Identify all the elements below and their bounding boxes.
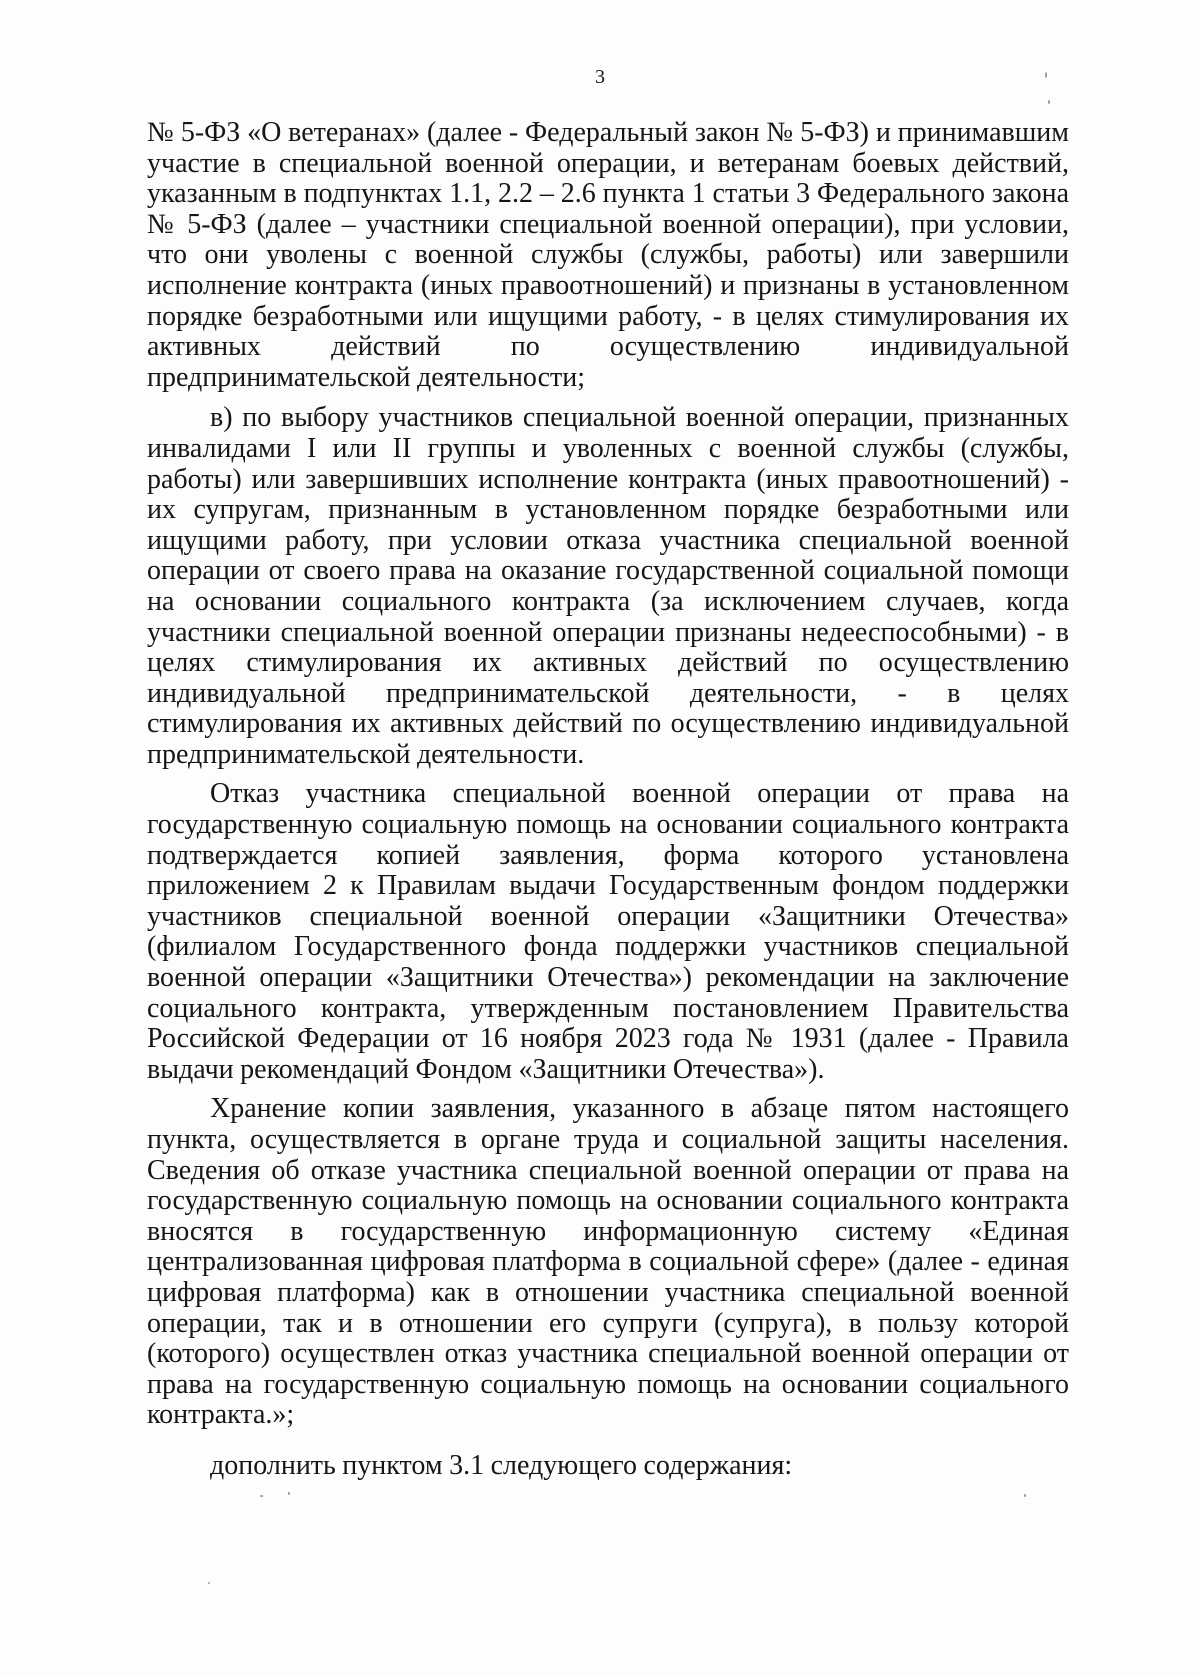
paragraph-amendment: дополнить пунктом 3.1 следующего содержания:: [210, 1449, 793, 1481]
paragraph-refusal: Отказ участника специальной военной операции от права на государственную социальную помощь на основании социального контракта подтверждается копией заявления, форма которого установлена приложением 2 к Правилам выдачи Государственным фондом поддержки участников специальной военной операции «Защитники Отечества» (филиалом Государственного фонда поддержки участников специальной военной операции «Защитники Отечества») рекомендации на заключение социального контракта, утвержденным постановлением Правительства Российской Федерации от 16 ноября 2023 года № 1931 (далее - Правила выдачи рекомендаций Фондом «Защитники Отечества»).: [147, 778, 1069, 1085]
scan-speck: [260, 1495, 263, 1497]
scan-speck: [1024, 1494, 1026, 1497]
document-body: [147, 118, 1069, 1491]
paragraph-continuation: № 5-ФЗ «О ветеранах» (далее - Федеральный закон № 5-ФЗ) и принимавшим участие в специальной военной операции, и ветеранам боевых действий, указанным в подпунктах 1.1, 2.2 – 2.6 пункта 1 статьи 3 Федерального закона № 5-ФЗ (далее – участники специальной военной операции), при условии, что они уволены с военной службы (службы, работы) или завершили исполнение контракта (иных правоотношений) и признаны в установленном порядке безработными или ищущими работу, - в целях стимулирования их активных действий по осуществлению индивидуальной предпринимательской деятельности;: [147, 117, 1069, 393]
scan-speck: [208, 1582, 210, 1584]
scan-speck: [1048, 100, 1050, 104]
scan-speck: [288, 1492, 290, 1495]
scan-speck: [1045, 72, 1047, 78]
paragraph-item-v: в) по выбору участников специальной военной операции, признанных инвалидами I или II группы и уволенных с военной службы (службы, работы) или завершивших исполнение контракта (иных правоотношений) - их супругам, признанным в установленном порядке безработными или ищущими работу, при условии отказа участника специальной военной операции от своего права на оказание государственной социальной помощи на основании социального контракта (за исключением случаев, когда участники специальной военной операции признаны недееспособными) - в целях стимулирования их активных действий по осуществлению индивидуальной предпринимательской деятельности, - в целях стимулирования их активных действий по осуществлению индивидуальной предпринимательской деятельности.: [147, 402, 1069, 770]
paragraph-storage: Хранение копии заявления, указанного в абзаце пятом настоящего пункта, осуществляется в органе труда и социальной защиты населения. Сведения об отказе участника специальной военной операции от права на государственную социальную помощь на основании социального контракта вносятся в государственную информационную систему «Единая централизованная цифровая платформа в социальной сфере» (далее - единая цифровая платформа) как в отношении участника специальной военной операции, так и в отношении его супруги (супруга), в пользу которой (которого) осуществлен отказ участника специальной военной операции от права на государственную социальную помощь на основании социального контракта.»;: [147, 1093, 1069, 1431]
page-number: 3: [595, 66, 605, 88]
